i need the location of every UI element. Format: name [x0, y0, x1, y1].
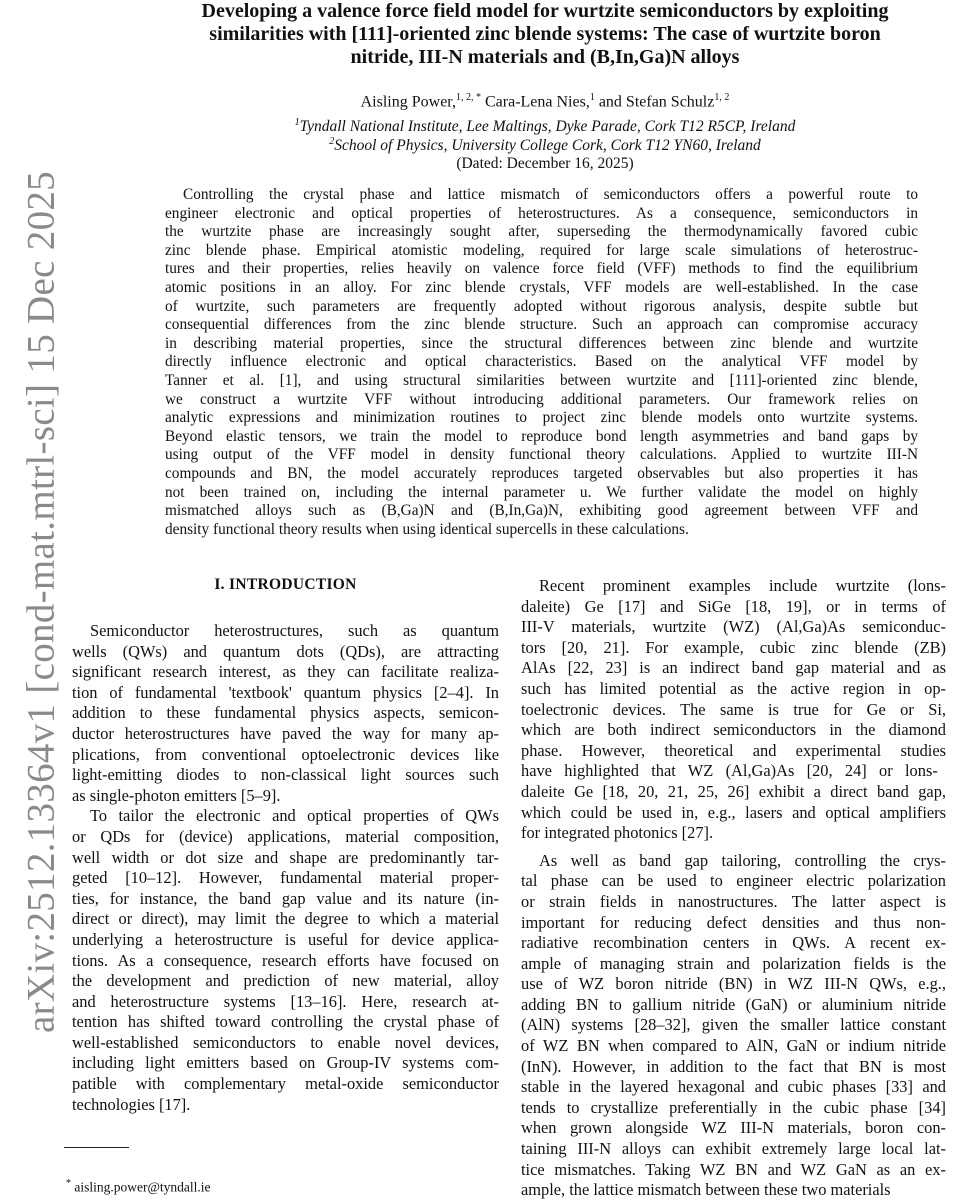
right-column-text — [521, 576, 946, 1201]
text-line: of WZ BN when compared to AlN, GaN or indium nitride — [521, 1036, 946, 1056]
paragraph-gap — [521, 844, 946, 851]
paragraph — [72, 806, 499, 1115]
text-line: or QDs for (device) applications, material composition, — [72, 826, 499, 846]
text-line: have highlighted that WZ (Al,Ga)As [20, 24] or lons- — [521, 761, 938, 781]
text-line: underlying a heterostructure is useful for device applica- — [72, 929, 499, 949]
arxiv-stamp-text: arXiv:2512.13364v1 [cond-mat.mtrl-sci] 15 Dec 2025 — [19, 171, 63, 1033]
text-line: which could be used in, e.g., lasers and optical amplifiers — [521, 802, 946, 822]
footnote-mark: * — [66, 1178, 71, 1189]
text-line: or strain fields in nanostructures. The latter aspect is — [521, 891, 946, 911]
affiliation-text: Tyndall National Institute, Lee Maltings, Dyke Parade, Cork T12 R5CP, Ireland — [299, 118, 796, 136]
text-line: the wurtzite phase are increasingly sought after, superseding the thermodynamically favored cubic — [165, 223, 918, 241]
text-line: tion of fundamental 'textbook' quantum physics [2–4]. In — [72, 682, 499, 702]
text-line: Semiconductor heterostructures, such as quantum — [90, 621, 499, 640]
abstract — [165, 186, 918, 539]
footnote — [66, 1178, 211, 1196]
affiliation — [150, 117, 940, 136]
text-line: plications, from conventional optoelectronic devices like — [72, 744, 499, 764]
author-affiliation-mark: 1 — [589, 92, 595, 103]
left-column-text — [72, 621, 499, 1115]
author-name: and Stefan Schulz — [598, 93, 715, 111]
text-line: significant research interest, as they can facilitate realiza- — [72, 662, 499, 682]
text-line: AlAs [22, 23] is an indirect band gap material and as — [521, 658, 946, 678]
text-line: tures and their properties, relies heavily on valence force field (VFF) methods to find the equilibrium — [165, 260, 918, 278]
footnote-email[interactable]: aisling.power@tyndall.ie — [74, 1179, 211, 1195]
title-line: nitride, III-N materials and (B,In,Ga)N alloys — [350, 46, 740, 68]
text-line: Recent prominent examples include wurtzite (lons- — [539, 576, 946, 595]
text-line: directly influence electronic and optical characteristics. Based on the analytical VFF model by — [165, 353, 918, 371]
text-line: stable in the layered hexagonal and cubic phases [33] and — [521, 1077, 946, 1097]
text-line: (InN). However, in addition to the fact that BN is most — [521, 1056, 946, 1076]
text-line: tions. As a consequence, research efforts have focused on — [72, 950, 499, 970]
text-line: such has limited potential as the active region in op- — [521, 678, 946, 698]
author-affiliation-mark: 1, 2, * — [455, 92, 481, 103]
text-line: well-established semiconductors to enable novel devices, — [72, 1032, 499, 1052]
text-line: geted [10–12]. However, fundamental material proper- — [72, 868, 499, 888]
footnote-rule — [64, 1147, 129, 1148]
text-line: (AlN) systems [28–32], given the smaller lattice constant — [521, 1015, 946, 1035]
text-line: compounds and BN, the model accurately reproduces targeted observables but also properties it has — [165, 464, 918, 482]
text-line: ample of managing strain and polarization fields is the — [521, 953, 946, 973]
text-line: atomic positions in an alloy. For zinc blende crystals, VFF models are well-established. In the case — [165, 278, 918, 296]
paper-title — [150, 0, 940, 69]
text-line: wells (QWs) and quantum dots (QDs), are attracting — [72, 641, 499, 661]
text-line: taining III-N alloys can exhibit extremely large local lat- — [521, 1139, 946, 1159]
paragraph — [521, 576, 946, 844]
text-line: light-emitting diodes to non-classical light sources such — [72, 765, 499, 785]
text-line: density functional theory results when using identical supercells in these calculations. — [165, 520, 689, 538]
date-line: (Dated: December 16, 2025) — [456, 155, 634, 172]
text-line: mismatched alloys such as (B,Ga)N and (B,In,Ga)N, exhibiting good agreement between VFF and — [165, 502, 918, 520]
text-line: including light emitters based on Group-IV systems com- — [72, 1053, 499, 1073]
text-line: and heterostructure systems [13–16]. Here, research at- — [72, 991, 499, 1011]
author-name: Cara-Lena Nies, — [484, 93, 590, 111]
affiliation-mark: 1 — [294, 117, 300, 128]
text-line: technologies [17]. — [72, 1094, 191, 1114]
author-affiliation-mark: 1, 2 — [714, 92, 730, 103]
title-line: Developing a valence force field model for wurtzite semiconductors by exploiting — [201, 0, 889, 22]
text-line: of wurtzite, such parameters are frequently adopted without rigorous analysis, despite subtle but — [165, 297, 918, 315]
text-line: the development and prediction of new material, alloy — [72, 971, 499, 991]
text-line: ductor heterostructures have paved the way for many ap- — [72, 723, 499, 743]
text-line: phase. However, theoretical and experimental studies — [521, 740, 946, 760]
section-heading-introduction: I. INTRODUCTION — [214, 576, 357, 593]
text-line: ample, the lattice mismatch between these two materials — [521, 1180, 891, 1200]
text-line: using output of the VFF model in density functional theory calculations. Applied to wurtzite III-N — [165, 446, 918, 464]
text-line: tends to crystallize preferentially in the cubic phase [34] — [521, 1097, 946, 1117]
text-line: patible with complementary metal-oxide semiconductor — [72, 1074, 499, 1094]
text-line: important for reducing defect densities and thus non- — [521, 912, 946, 932]
text-line: engineer electronic and optical properties of heterostructures. As a consequence, semiconductors in — [165, 204, 918, 222]
affiliation-text: School of Physics, University College Cork, Cork T12 YN60, Ireland — [334, 137, 761, 155]
text-line: direct or direct), may limit the degree to which a material — [72, 909, 499, 929]
text-line: daleite) Ge [17] and SiGe [18, 19], or in terms of — [521, 596, 946, 616]
text-line: daleite Ge [18, 20, 21, 25, 26] exhibit a direct band gap, — [521, 781, 946, 801]
author-name: Aisling Power, — [360, 93, 456, 111]
text-line: radiative recombination centers in QWs. A recent ex- — [521, 933, 946, 953]
text-line: consequential differences from the zinc blende structure. Such an approach can compromise accuracy — [165, 316, 918, 334]
title-line: similarities with [111]-oriented zinc blende systems: The case of wurtzite boron — [209, 23, 881, 45]
text-line: adding BN to gallium nitride (GaN) or aluminium nitride — [521, 994, 946, 1014]
text-line: we construct a wurtzite VFF without introducing additional parameters. Our framework relies on — [165, 390, 918, 408]
text-line: tention has shifted toward controlling the crystal phase of — [72, 1012, 499, 1032]
text-line: use of WZ boron nitride (BN) in WZ III-N QWs, e.g., — [521, 974, 946, 994]
affiliation — [150, 136, 940, 155]
paragraph — [521, 851, 946, 1201]
text-line: ties, for instance, the band gap value and its nature (in- — [72, 888, 499, 908]
text-line: toelectronic devices. The same is true for Ge or Si, — [521, 699, 946, 719]
text-line: as single-photon emitters [5–9]. — [72, 785, 281, 805]
text-line: Tanner et al. [1], and using structural similarities between wurtzite and [111]-oriented zinc blende, — [165, 371, 918, 389]
text-line: when grown alongside WZ III-N materials, boron con- — [521, 1118, 946, 1138]
text-line: As well as band gap tailoring, controlling the crys- — [539, 850, 946, 870]
text-line: not been trained on, including the internal parameter u. We further validate the model on highly — [165, 483, 918, 501]
text-line: well width or dot size and shape are predominantly tar- — [72, 847, 499, 867]
text-line: Controlling the crystal phase and lattice mismatch of semiconductors offers a powerful route to — [183, 186, 918, 203]
text-line: III-V materials, wurtzite (WZ) (Al,Ga)As semiconduc- — [521, 617, 946, 637]
text-line: analytic expressions and minimization routines to project zinc blende models onto wurtzite systems. — [165, 409, 918, 427]
text-line: which are both indirect semiconductors in the diamond — [521, 720, 946, 740]
text-line: in describing material properties, since the structural differences between zinc blende and wurtzite — [165, 334, 918, 352]
text-line: for integrated photonics [27]. — [521, 823, 714, 843]
author-list — [150, 92, 940, 111]
text-line: tice mismatches. Taking WZ BN and WZ GaN as an ex- — [521, 1159, 946, 1179]
text-line: tors [20, 21]. For example, cubic zinc blende (ZB) — [521, 637, 946, 657]
text-line: addition to these fundamental physics aspects, semicon- — [72, 703, 499, 723]
text-line: Beyond elastic tensors, we train the model to reproduce bond length asymmetries and band gaps by — [165, 427, 918, 445]
text-line: tal phase can be used to engineer electric polarization — [521, 871, 946, 891]
paragraph — [72, 621, 499, 806]
text-line: zinc blende phase. Empirical atomistic modeling, required for large scale simulations of heterostruc- — [165, 241, 918, 259]
affiliation-mark: 2 — [329, 136, 335, 147]
text-line: To tailor the electronic and optical properties of QWs — [90, 806, 499, 826]
